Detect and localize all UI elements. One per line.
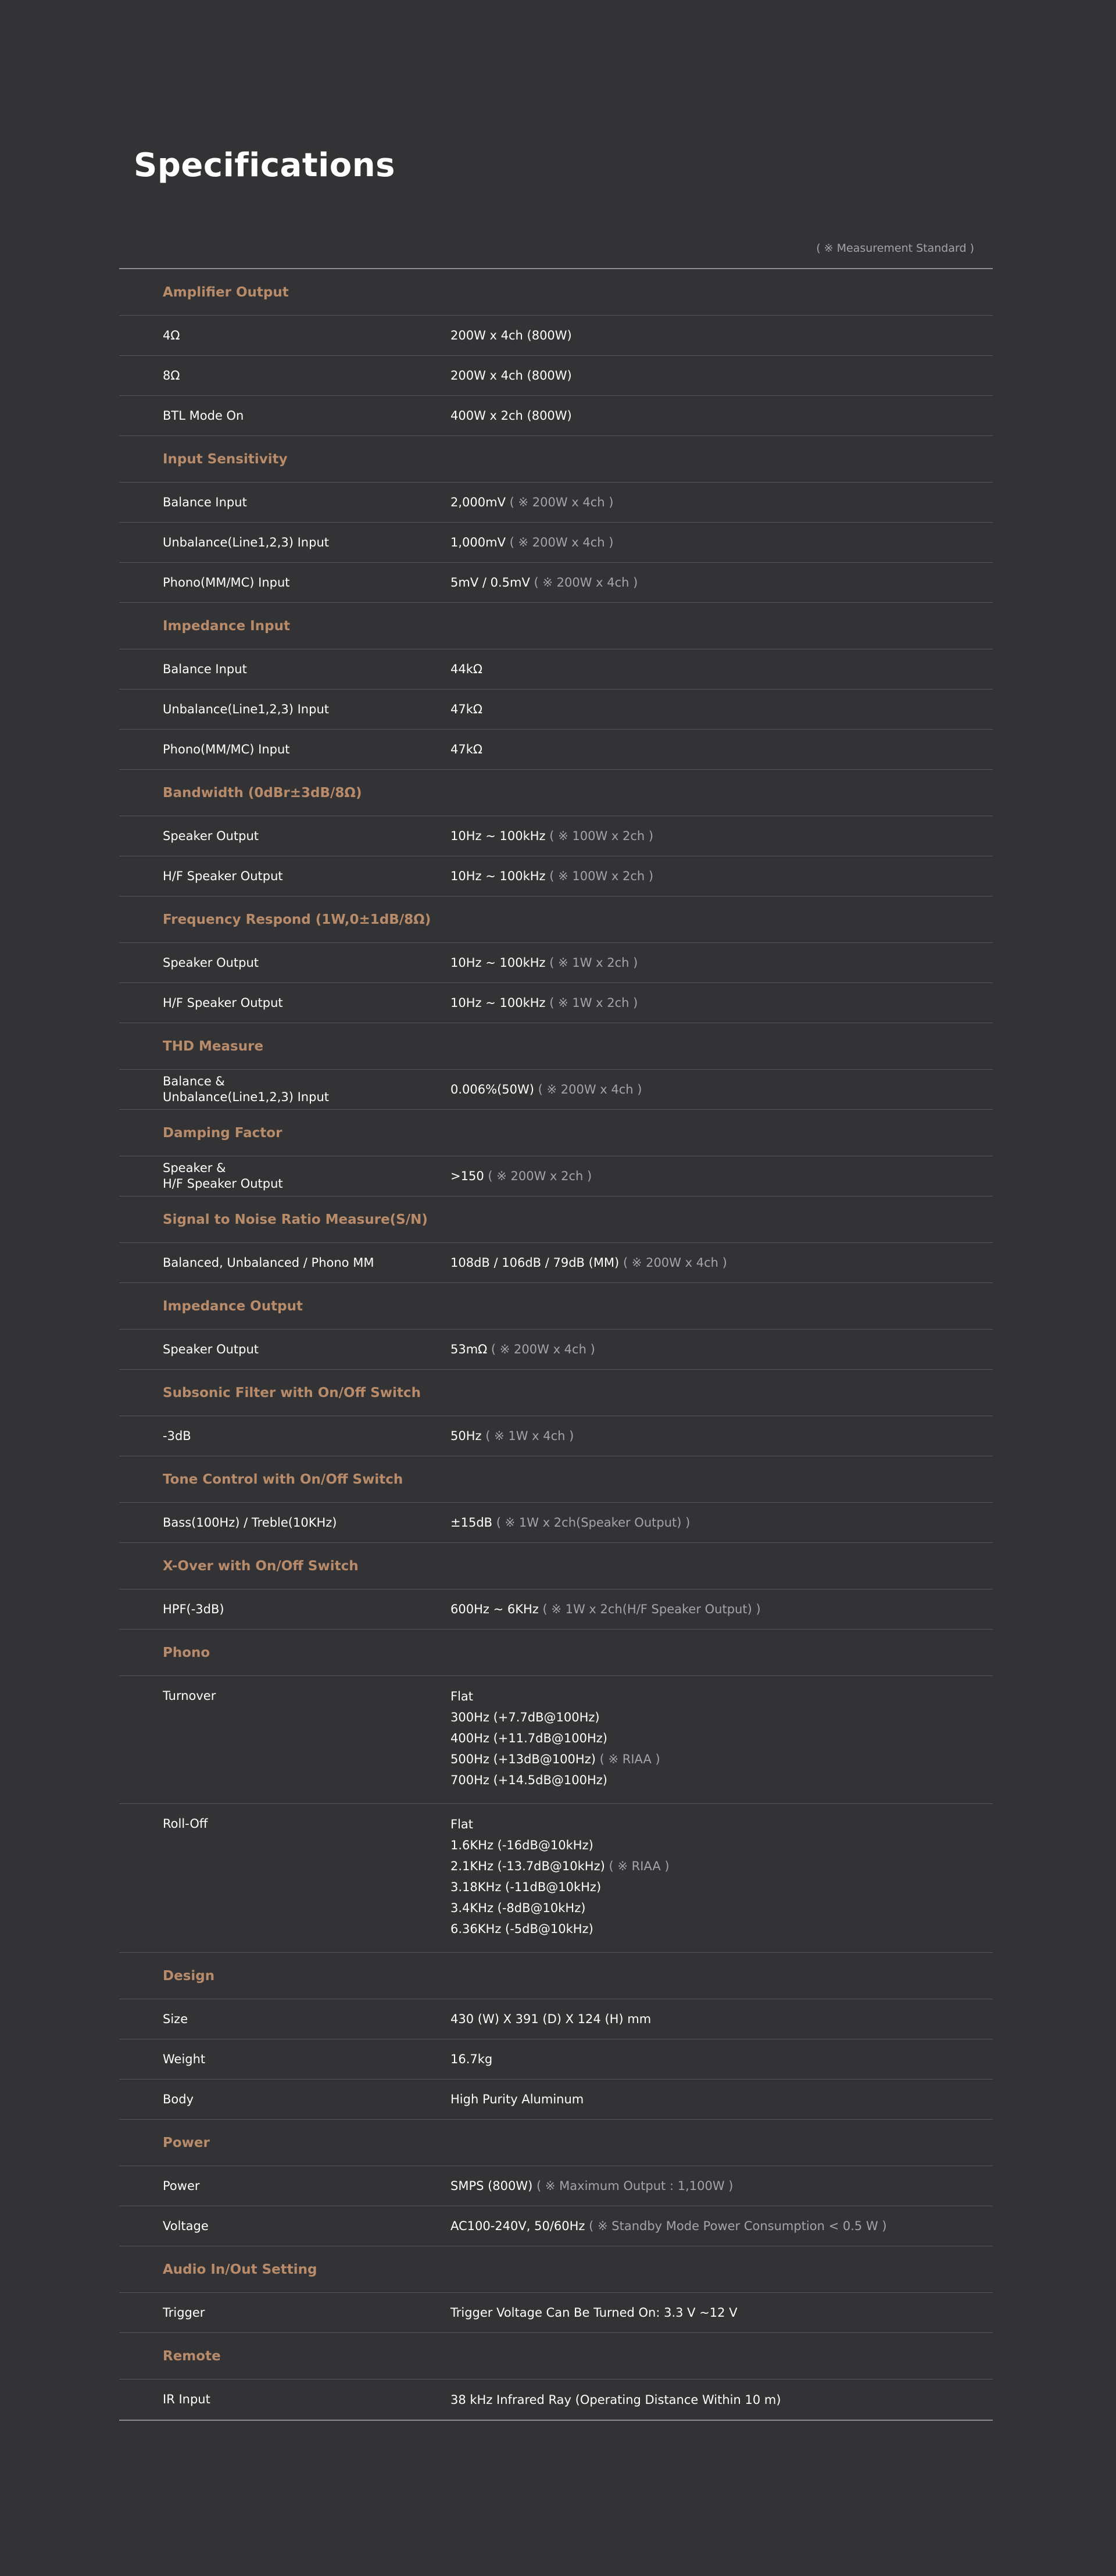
spec-label: Unbalance(Line1,2,3) Input xyxy=(163,702,329,716)
section-title: Audio In/Out Setting xyxy=(163,2261,317,2277)
spec-value-line xyxy=(450,826,993,846)
spec-label: Body xyxy=(163,2092,194,2106)
spec-value-line xyxy=(450,1877,993,1898)
spec-value-text: 10Hz ~ 100kHz xyxy=(450,829,546,843)
spec-measurement-note: ( ※ 1W x 2ch ) xyxy=(549,956,638,970)
section-title: Input Sensitivity xyxy=(163,451,288,467)
section-title: Design xyxy=(163,1968,215,1984)
section-heading xyxy=(119,2120,993,2166)
spec-label: Trigger xyxy=(163,2305,205,2320)
section-heading xyxy=(119,1543,993,1589)
spec-value-line xyxy=(450,1707,993,1728)
spec-value xyxy=(450,2389,993,2410)
section-title: Phono xyxy=(163,1645,210,1660)
spec-value-line xyxy=(450,1166,993,1187)
spec-row xyxy=(119,483,993,523)
spec-value-text: 600Hz ~ 6KHz xyxy=(450,1602,539,1616)
spec-value xyxy=(450,2049,993,2070)
spec-value-line xyxy=(450,1918,993,1939)
spec-value xyxy=(450,1252,993,1273)
spec-value-line xyxy=(450,992,993,1013)
spec-value-line xyxy=(450,325,993,346)
spec-measurement-note: ( ※ Standby Mode Power Consumption < 0.5 W ) xyxy=(589,2219,887,2233)
spec-row xyxy=(119,2380,993,2420)
spec-value-text: 700Hz (+14.5dB@100Hz) xyxy=(450,1773,607,1787)
spec-value-line xyxy=(450,2389,993,2410)
spec-measurement-note: ( ※ 100W x 2ch ) xyxy=(549,829,654,843)
spec-measurement-note: ( ※ 1W x 2ch ) xyxy=(549,996,638,1010)
section-heading xyxy=(119,1630,993,1676)
section-heading xyxy=(119,1456,993,1503)
spec-table xyxy=(119,268,993,2421)
spec-value xyxy=(450,1079,993,1100)
spec-value-text: 44kΩ xyxy=(450,662,482,676)
spec-row xyxy=(119,689,993,730)
spec-value xyxy=(450,2302,993,2323)
spec-value-line xyxy=(450,405,993,426)
section-heading xyxy=(119,436,993,483)
spec-value xyxy=(450,492,993,513)
spec-value-line xyxy=(450,1728,993,1749)
spec-measurement-note: ( ※ 100W x 2ch ) xyxy=(549,869,654,883)
spec-label: Bass(100Hz) / Treble(10KHz) xyxy=(163,1515,337,1530)
spec-value xyxy=(450,866,993,887)
spec-value-line xyxy=(450,1339,993,1360)
spec-row xyxy=(119,563,993,603)
spec-label: Balance Input xyxy=(163,662,247,676)
spec-value-text: High Purity Aluminum xyxy=(450,2092,584,2106)
spec-measurement-note: ( ※ 200W x 4ch ) xyxy=(538,1082,642,1096)
spec-label: 8Ω xyxy=(163,368,180,383)
spec-value-line xyxy=(450,1770,993,1791)
spec-value xyxy=(450,659,993,680)
spec-label: Roll-Off xyxy=(163,1817,208,1831)
spec-value-text: ±15dB xyxy=(450,1516,493,1530)
spec-label: Phono(MM/MC) Input xyxy=(163,575,290,589)
spec-value-text: 200W x 4ch (800W) xyxy=(450,328,572,342)
spec-label: H/F Speaker Output xyxy=(163,995,283,1010)
spec-label: IR Input xyxy=(163,2392,210,2406)
spec-value-line xyxy=(450,1425,993,1446)
section-title: Damping Factor xyxy=(163,1125,282,1141)
section-title: Tone Control with On/Off Switch xyxy=(163,1471,403,1487)
spec-row xyxy=(119,1330,993,1370)
section-heading xyxy=(119,2246,993,2293)
spec-label: Speaker Output xyxy=(163,955,259,970)
section-heading xyxy=(119,1196,993,1243)
spec-value-line xyxy=(450,866,993,887)
spec-row xyxy=(119,316,993,356)
spec-value xyxy=(450,1816,993,1939)
spec-value-text: 2.1KHz (-13.7dB@10kHz) xyxy=(450,1859,605,1873)
section-title: Amplifier Output xyxy=(163,284,289,300)
spec-value-text: >150 xyxy=(450,1169,484,1183)
spec-label: Speaker & H/F Speaker Output xyxy=(163,1161,283,1191)
spec-row xyxy=(119,1589,993,1630)
spec-value xyxy=(450,1599,993,1620)
spec-value xyxy=(450,2175,993,2196)
spec-value xyxy=(450,325,993,346)
spec-measurement-note: ( ※ Maximum Output : 1,100W ) xyxy=(536,2179,734,2193)
section-heading xyxy=(119,2333,993,2380)
spec-value-line xyxy=(450,1686,993,1707)
spec-value-text: 10Hz ~ 100kHz xyxy=(450,996,546,1010)
section-heading xyxy=(119,1110,993,1156)
spec-measurement-note: ( ※ 200W x 2ch ) xyxy=(488,1169,592,1183)
spec-value xyxy=(450,532,993,553)
spec-label: Voltage xyxy=(163,2218,209,2233)
spec-label: Phono(MM/MC) Input xyxy=(163,742,290,756)
spec-label: Size xyxy=(163,2012,188,2026)
section-heading xyxy=(119,770,993,816)
section-heading xyxy=(119,269,993,316)
spec-value-text: 47kΩ xyxy=(450,702,482,716)
spec-value-line xyxy=(450,1599,993,1620)
spec-value-line xyxy=(450,492,993,513)
spec-value-text: 108dB / 106dB / 79dB (MM) xyxy=(450,1256,620,1270)
spec-value-text: Trigger Voltage Can Be Turned On: 3.3 V ~12 V xyxy=(450,2306,738,2320)
spec-value-line xyxy=(450,1749,993,1770)
spec-value-line xyxy=(450,532,993,553)
spec-row xyxy=(119,396,993,436)
spec-value-line xyxy=(450,2175,993,2196)
spec-row xyxy=(119,523,993,563)
spec-value-line xyxy=(450,2049,993,2070)
spec-value-text: 400W x 2ch (800W) xyxy=(450,409,572,423)
spec-measurement-note: ( ※ 1W x 2ch(H/F Speaker Output) ) xyxy=(542,1602,761,1616)
spec-value-text: AC100-240V, 50/60Hz xyxy=(450,2219,585,2233)
section-title: THD Measure xyxy=(163,1038,264,1054)
section-title: Power xyxy=(163,2135,210,2150)
spec-row xyxy=(119,2039,993,2080)
spec-label: HPF(-3dB) xyxy=(163,1602,224,1616)
section-heading xyxy=(119,603,993,649)
spec-value-text: SMPS (800W) xyxy=(450,2179,533,2193)
spec-value-line xyxy=(450,952,993,973)
spec-row xyxy=(119,356,993,396)
page-title: Specifications xyxy=(134,147,395,184)
spec-label: Turnover xyxy=(163,1689,216,1703)
spec-row xyxy=(119,1503,993,1543)
spec-label: Power xyxy=(163,2178,200,2193)
spec-value xyxy=(450,699,993,720)
spec-value-text: 400Hz (+11.7dB@100Hz) xyxy=(450,1731,607,1745)
spec-measurement-note: ( ※ 200W x 4ch ) xyxy=(534,576,638,589)
spec-label: Speaker Output xyxy=(163,828,259,843)
section-title: Signal to Noise Ratio Measure(S/N) xyxy=(163,1212,428,1227)
spec-row xyxy=(119,1156,993,1196)
spec-row xyxy=(119,730,993,770)
spec-value-text: 53mΩ xyxy=(450,1342,488,1356)
spec-value-text: 50Hz xyxy=(450,1429,486,1443)
spec-value xyxy=(450,739,993,760)
spec-value xyxy=(450,952,993,973)
spec-label: -3dB xyxy=(163,1428,191,1443)
spec-measurement-note: ( ※ 200W x 4ch ) xyxy=(623,1256,727,1270)
spec-row xyxy=(119,1804,993,1953)
spec-value-line xyxy=(450,739,993,760)
spec-label: Unbalance(Line1,2,3) Input xyxy=(163,535,329,549)
spec-value-line xyxy=(450,2089,993,2110)
spec-value xyxy=(450,405,993,426)
section-heading xyxy=(119,1953,993,1999)
section-title: Remote xyxy=(163,2348,221,2364)
spec-value-line xyxy=(450,572,993,593)
spec-value-text: 0.006%(50W) xyxy=(450,1082,534,1096)
spec-value-text: Flat xyxy=(450,1817,474,1831)
section-heading xyxy=(119,1283,993,1330)
spec-value-text: 300Hz (+7.7dB@100Hz) xyxy=(450,1710,600,1724)
spec-value-line xyxy=(450,2009,993,2030)
spec-measurement-note: ( ※ 200W x 4ch ) xyxy=(491,1342,595,1356)
spec-row xyxy=(119,983,993,1023)
spec-value xyxy=(450,2009,993,2030)
spec-row xyxy=(119,943,993,983)
spec-value-line xyxy=(450,365,993,386)
spec-label: H/F Speaker Output xyxy=(163,869,283,883)
spec-measurement-note: ( ※ 1W x 2ch(Speaker Output) ) xyxy=(496,1516,691,1530)
spec-value-text: 3.4KHz (-8dB@10kHz) xyxy=(450,1901,586,1915)
section-heading xyxy=(119,896,993,943)
measurement-standard-note: ( ※ Measurement Standard ) xyxy=(816,242,974,255)
spec-measurement-note: ( ※ 200W x 4ch ) xyxy=(509,535,614,549)
spec-label: Balanced, Unbalanced / Phono MM xyxy=(163,1255,374,1270)
section-heading xyxy=(119,1370,993,1416)
spec-value-text: 47kΩ xyxy=(450,742,482,756)
spec-row xyxy=(119,1243,993,1283)
spec-value xyxy=(450,1688,993,1791)
spec-value xyxy=(450,365,993,386)
spec-row xyxy=(119,1416,993,1456)
spec-row xyxy=(119,1676,993,1804)
spec-measurement-note: ( ※ RIAA ) xyxy=(599,1752,660,1766)
spec-row xyxy=(119,1070,993,1110)
spec-value xyxy=(450,572,993,593)
spec-value-text: 430 (W) X 391 (D) X 124 (H) mm xyxy=(450,2012,652,2026)
spec-row xyxy=(119,856,993,896)
section-title: Impedance Output xyxy=(163,1298,303,1314)
spec-row xyxy=(119,2206,993,2246)
spec-label: Balance Input xyxy=(163,495,247,509)
spec-value xyxy=(450,826,993,846)
spec-value-text: 1.6KHz (-16dB@10kHz) xyxy=(450,1838,593,1852)
spec-measurement-note: ( ※ 200W x 4ch ) xyxy=(509,495,614,509)
spec-row xyxy=(119,2166,993,2206)
spec-row xyxy=(119,2293,993,2333)
spec-value-text: 3.18KHz (-11dB@10kHz) xyxy=(450,1880,602,1894)
spec-value-text: 200W x 4ch (800W) xyxy=(450,369,572,383)
spec-value-line xyxy=(450,1898,993,1918)
spec-value xyxy=(450,992,993,1013)
spec-value xyxy=(450,2089,993,2110)
spec-row xyxy=(119,649,993,689)
section-heading xyxy=(119,1023,993,1070)
spec-row xyxy=(119,2080,993,2120)
spec-value-text: 1,000mV xyxy=(450,535,506,549)
spec-value-text: 6.36KHz (-5dB@10kHz) xyxy=(450,1922,593,1936)
spec-value-line xyxy=(450,659,993,680)
spec-value-text: 500Hz (+13dB@100Hz) xyxy=(450,1752,600,1766)
spec-value-line xyxy=(450,1856,993,1877)
spec-row xyxy=(119,816,993,856)
spec-value xyxy=(450,2216,993,2236)
spec-value-line xyxy=(450,2302,993,2323)
section-title: X-Over with On/Off Switch xyxy=(163,1558,359,1574)
spec-label: Balance & Unbalance(Line1,2,3) Input xyxy=(163,1074,329,1104)
spec-value-text: 5mV / 0.5mV xyxy=(450,576,534,589)
spec-label: 4Ω xyxy=(163,328,180,342)
spec-value-line xyxy=(450,1814,993,1835)
section-title: Impedance Input xyxy=(163,618,290,634)
spec-value-line xyxy=(450,699,993,720)
spec-measurement-note: ( ※ 1W x 4ch ) xyxy=(485,1429,574,1443)
spec-value-line xyxy=(450,2216,993,2236)
spec-label: BTL Mode On xyxy=(163,408,244,423)
spec-row xyxy=(119,1999,993,2039)
spec-value xyxy=(450,1166,993,1187)
section-title: Frequency Respond (1W,0±1dB/8Ω) xyxy=(163,912,431,927)
spec-value xyxy=(450,1425,993,1446)
spec-value-text: 10Hz ~ 100kHz xyxy=(450,956,546,970)
spec-value xyxy=(450,1512,993,1533)
section-title: Subsonic Filter with On/Off Switch xyxy=(163,1385,421,1400)
spec-measurement-note: ( ※ RIAA ) xyxy=(609,1859,670,1873)
spec-value-text: Flat xyxy=(450,1689,474,1703)
spec-value-line xyxy=(450,1512,993,1533)
spec-value-text: 2,000mV xyxy=(450,495,506,509)
spec-value xyxy=(450,1339,993,1360)
spec-value-text: 16.7kg xyxy=(450,2052,493,2066)
section-title: Bandwidth (0dBr±3dB/8Ω) xyxy=(163,785,362,801)
spec-value-text: 38 kHz Infrared Ray (Operating Distance Within 10 m) xyxy=(450,2392,781,2407)
spec-value-line xyxy=(450,1835,993,1856)
spec-value-line xyxy=(450,1252,993,1273)
spec-label: Speaker Output xyxy=(163,1342,259,1356)
spec-value-text: 10Hz ~ 100kHz xyxy=(450,869,546,883)
spec-label: Weight xyxy=(163,2052,206,2066)
spec-value-line xyxy=(450,1079,993,1100)
